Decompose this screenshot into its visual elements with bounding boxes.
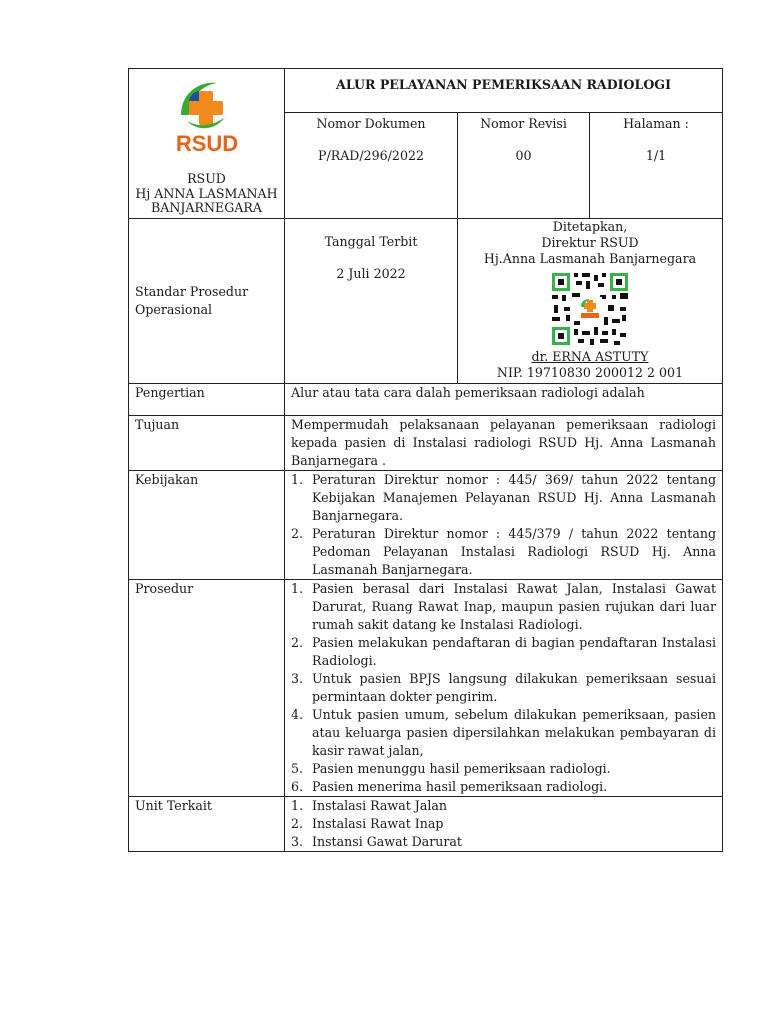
list-item bbox=[291, 634, 716, 670]
logo-text: RSUD bbox=[175, 131, 238, 155]
issue-date-cell bbox=[285, 218, 458, 383]
list-number: 1. bbox=[291, 797, 304, 813]
sop-label-cell bbox=[129, 218, 285, 383]
list-item bbox=[291, 815, 716, 833]
hospital-line1: RSUD bbox=[187, 171, 226, 186]
unit-list bbox=[291, 797, 716, 851]
page-label: Halaman : bbox=[623, 115, 689, 131]
hospital-name bbox=[129, 172, 284, 218]
list-item bbox=[291, 670, 716, 706]
unit-label: Unit Terkait bbox=[129, 796, 285, 851]
list-item bbox=[291, 580, 716, 634]
hospital-identity-cell bbox=[129, 69, 285, 219]
sop-document bbox=[128, 68, 722, 852]
tujuan-text: Mempermudah pelaksanaan pelayanan pemeriksaan radiologi kepada pasien di Instalasi radiologi RSUD Hj. Anna Lasmanah Banjarnegara . bbox=[285, 415, 723, 470]
prosedur-list bbox=[291, 580, 716, 796]
hospital-line2: Hj ANNA LASMANAH bbox=[135, 185, 278, 201]
unit-cell bbox=[285, 796, 723, 851]
hospital-line3: BANJARNEGARA bbox=[151, 200, 262, 215]
page-value: 1/1 bbox=[645, 147, 667, 163]
list-item bbox=[291, 760, 716, 778]
revision-value: 00 bbox=[515, 147, 532, 163]
approval-line1: Ditetapkan, bbox=[552, 218, 628, 234]
list-item bbox=[291, 833, 716, 851]
kebijakan-list bbox=[291, 471, 716, 579]
list-number: 2. bbox=[291, 815, 304, 831]
sop-label-line2: Operasional bbox=[135, 301, 213, 317]
list-text: Peraturan Direktur nomor : 445/379 / tahun 2022 tentang Pedoman Pelayanan Instalasi Radiologi RSUD Hj. Anna Lasmanah Banjarnegara. bbox=[312, 525, 717, 577]
list-item bbox=[291, 525, 716, 579]
sop-label-line1: Standar Prosedur bbox=[135, 283, 249, 299]
list-number: 4. bbox=[291, 706, 304, 722]
signature-qr-code-icon bbox=[550, 271, 630, 347]
list-number: 1. bbox=[291, 471, 304, 487]
list-text: Pasien melakukan pendaftaran di bagian pendaftaran Instalasi Radiologi. bbox=[312, 634, 717, 668]
prosedur-cell bbox=[285, 579, 723, 796]
approval-line2: Direktur RSUD bbox=[541, 234, 639, 250]
document-title: ALUR PELAYANAN PEMERIKSAAN RADIOLOGI bbox=[285, 69, 723, 113]
list-text: Peraturan Direktur nomor : 445/ 369/ tahun 2022 tentang Kebijakan Manajemen Pelayanan RSUD Hj. Anna Lasmanah Banjarnegara. bbox=[312, 471, 717, 523]
list-item bbox=[291, 797, 716, 815]
list-text: Instansi Gawat Darurat bbox=[312, 833, 462, 849]
doc-number-cell bbox=[285, 112, 458, 218]
list-item bbox=[291, 471, 716, 525]
sop-table bbox=[128, 68, 723, 852]
signer-name: dr. ERNA ASTUTY bbox=[531, 348, 649, 364]
rsud-logo-icon bbox=[167, 75, 247, 155]
signer-nip: NIP. 19710830 200012 2 001 bbox=[496, 364, 684, 380]
list-number: 2. bbox=[291, 525, 304, 541]
list-number: 3. bbox=[291, 670, 304, 686]
prosedur-label: Prosedur bbox=[129, 579, 285, 796]
list-text: Pasien berasal dari Instalasi Rawat Jalan, Instalasi Gawat Darurat, Ruang Rawat Inap, maupun pasien rujukan dari luar rumah sakit datang ke Instalasi Radiologi. bbox=[312, 580, 717, 632]
doc-number-value: P/RAD/296/2022 bbox=[318, 147, 424, 163]
list-text: Instalasi Rawat Jalan bbox=[312, 797, 447, 813]
kebijakan-label: Kebijakan bbox=[129, 470, 285, 579]
approval-cell bbox=[458, 218, 723, 383]
list-text: Instalasi Rawat Inap bbox=[312, 815, 444, 831]
doc-number-label: Nomor Dokumen bbox=[316, 115, 426, 131]
list-number: 6. bbox=[291, 778, 304, 794]
approval-line3: Hj.Anna Lasmanah Banjarnegara bbox=[483, 250, 697, 266]
list-number: 5. bbox=[291, 760, 304, 776]
list-text: Untuk pasien umum, sebelum dilakukan pemeriksaan, pasien atau keluarga pasien dipersilahkan melakukan pembayaran di kasir rawat jalan, bbox=[312, 706, 717, 758]
list-text: Pasien menunggu hasil pemeriksaan radiologi. bbox=[312, 760, 611, 776]
list-item bbox=[291, 706, 716, 760]
pengertian-text: Alur atau tata cara dalah pemeriksaan radiologi adalah bbox=[285, 383, 723, 415]
list-text: Untuk pasien BPJS langsung dilakukan pemeriksaan sesuai permintaan dokter pengirim. bbox=[312, 670, 717, 704]
revision-cell bbox=[458, 112, 590, 218]
list-number: 2. bbox=[291, 634, 304, 650]
kebijakan-cell bbox=[285, 470, 723, 579]
list-item bbox=[291, 778, 716, 796]
list-text: Pasien menerima hasil pemeriksaan radiologi. bbox=[312, 778, 608, 794]
page-cell bbox=[590, 112, 723, 218]
issue-date-label: Tanggal Terbit bbox=[324, 233, 418, 249]
revision-label: Nomor Revisi bbox=[480, 115, 567, 131]
list-number: 3. bbox=[291, 833, 304, 849]
issue-date-value: 2 Juli 2022 bbox=[336, 265, 406, 281]
tujuan-label: Tujuan bbox=[129, 415, 285, 470]
pengertian-label: Pengertian bbox=[129, 383, 285, 415]
list-number: 1. bbox=[291, 580, 304, 596]
